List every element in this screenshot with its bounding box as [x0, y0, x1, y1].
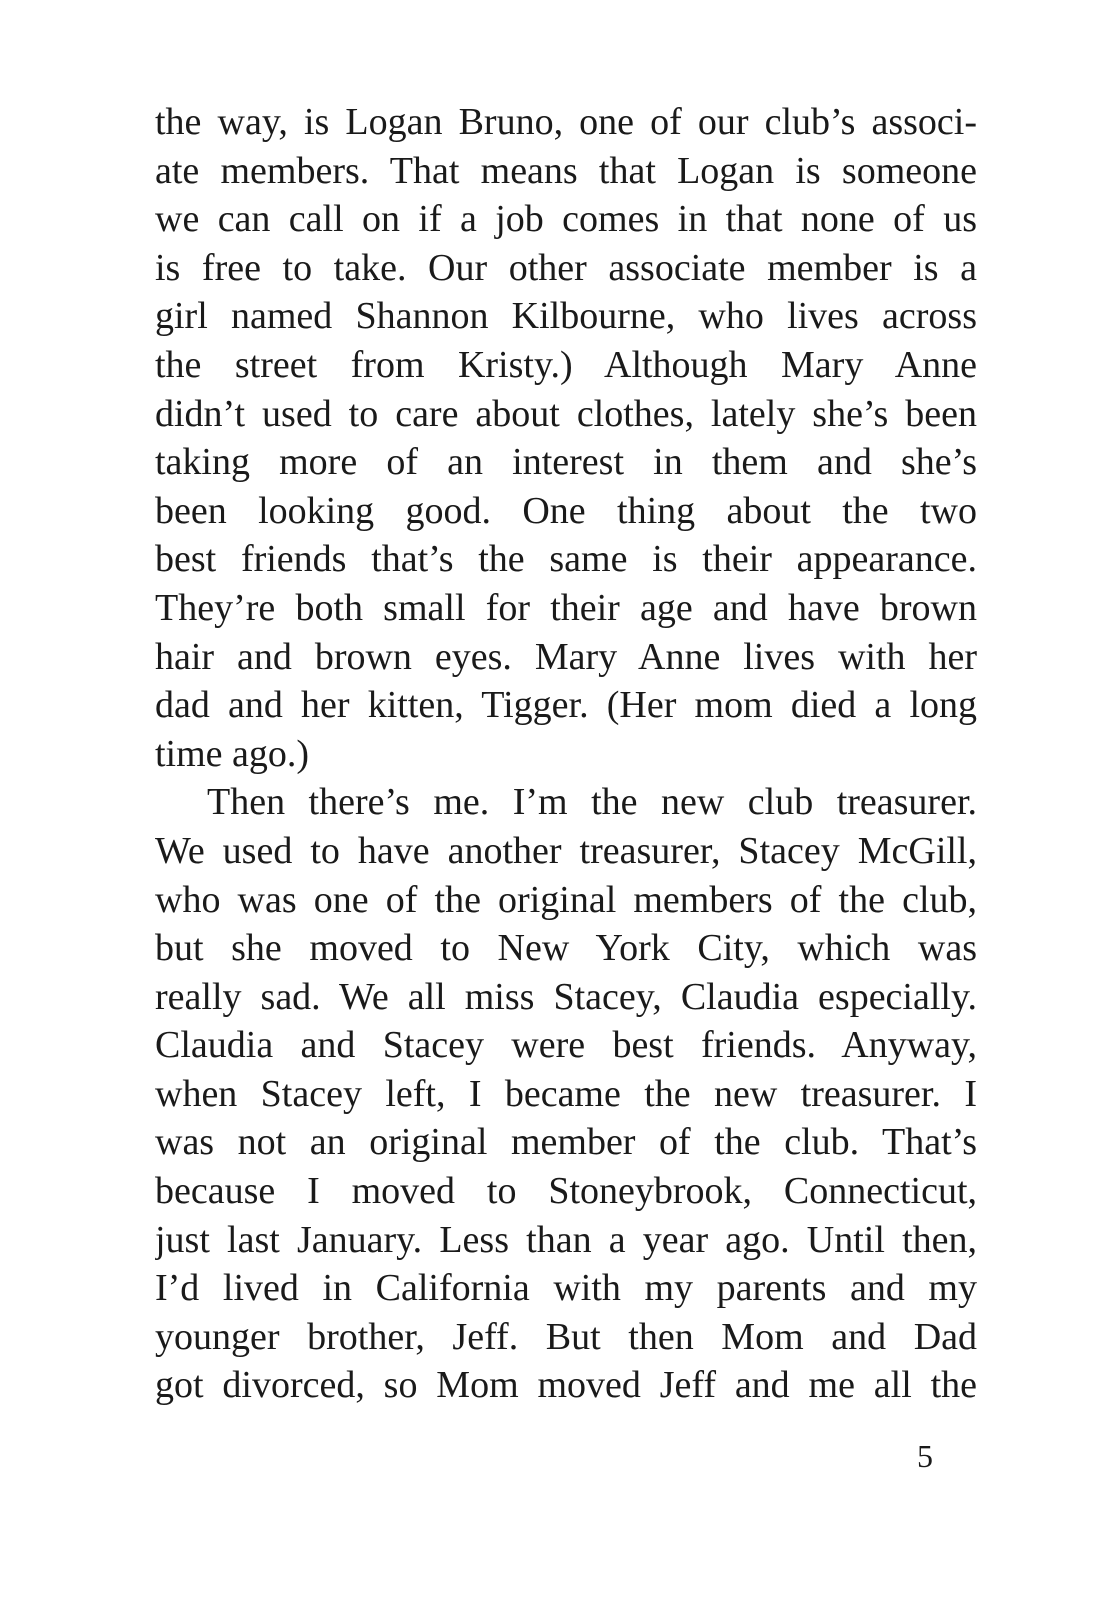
- text-line: We used to have another treasurer, Stacey McGill,: [155, 829, 977, 872]
- text-line: the street from Kristy.) Although Mary Anne: [155, 343, 977, 386]
- text-line: dad and her kitten, Tigger. (Her mom died a long: [155, 684, 977, 727]
- text-line: girl named Shannon Kilbourne, who lives across: [155, 295, 977, 338]
- text-line: best friends that’s the same is their appearance.: [155, 538, 977, 581]
- text-line: I’d lived in California with my parents and my: [155, 1267, 977, 1310]
- text-line: Claudia and Stacey were best friends. Anyway,: [155, 1024, 977, 1067]
- text-line: hair and brown eyes. Mary Anne lives with her: [155, 635, 977, 678]
- text-line: is free to take. Our other associate member is a: [155, 246, 977, 289]
- paragraph-first-line: Then there’s me. I’m the new club treasurer.: [207, 781, 977, 824]
- text-line: just last January. Less than a year ago. Until then,: [155, 1218, 977, 1261]
- text-line: because I moved to Stoneybrook, Connecticut,: [155, 1170, 977, 1213]
- text-line: taking more of an interest in them and she’s: [155, 441, 977, 484]
- page-number: 5: [917, 1438, 933, 1474]
- text-line: who was one of the original members of the club,: [155, 878, 977, 921]
- text-line: didn’t used to care about clothes, lately she’s been: [155, 392, 977, 435]
- text-line: we can call on if a job comes in that none of us: [155, 198, 977, 241]
- text-line: when Stacey left, I became the new treasurer. I: [155, 1072, 977, 1115]
- text-line: the way, is Logan Bruno, one of our club’s associ-: [155, 101, 977, 143]
- text-line: younger brother, Jeff. But then Mom and Dad: [155, 1315, 977, 1358]
- text-line: They’re both small for their age and have brown: [155, 586, 977, 629]
- text-line: ate members. That means that Logan is someone: [155, 149, 977, 192]
- text-line: was not an original member of the club. That’s: [155, 1121, 977, 1164]
- paragraph-end-line: time ago.): [155, 732, 310, 775]
- body-text: [155, 98, 977, 1410]
- text-line: got divorced, so Mom moved Jeff and me all the: [155, 1364, 977, 1407]
- text-line: been looking good. One thing about the two: [155, 489, 977, 532]
- text-line: but she moved to New York City, which was: [155, 927, 977, 970]
- text-line: really sad. We all miss Stacey, Claudia especially.: [155, 975, 977, 1018]
